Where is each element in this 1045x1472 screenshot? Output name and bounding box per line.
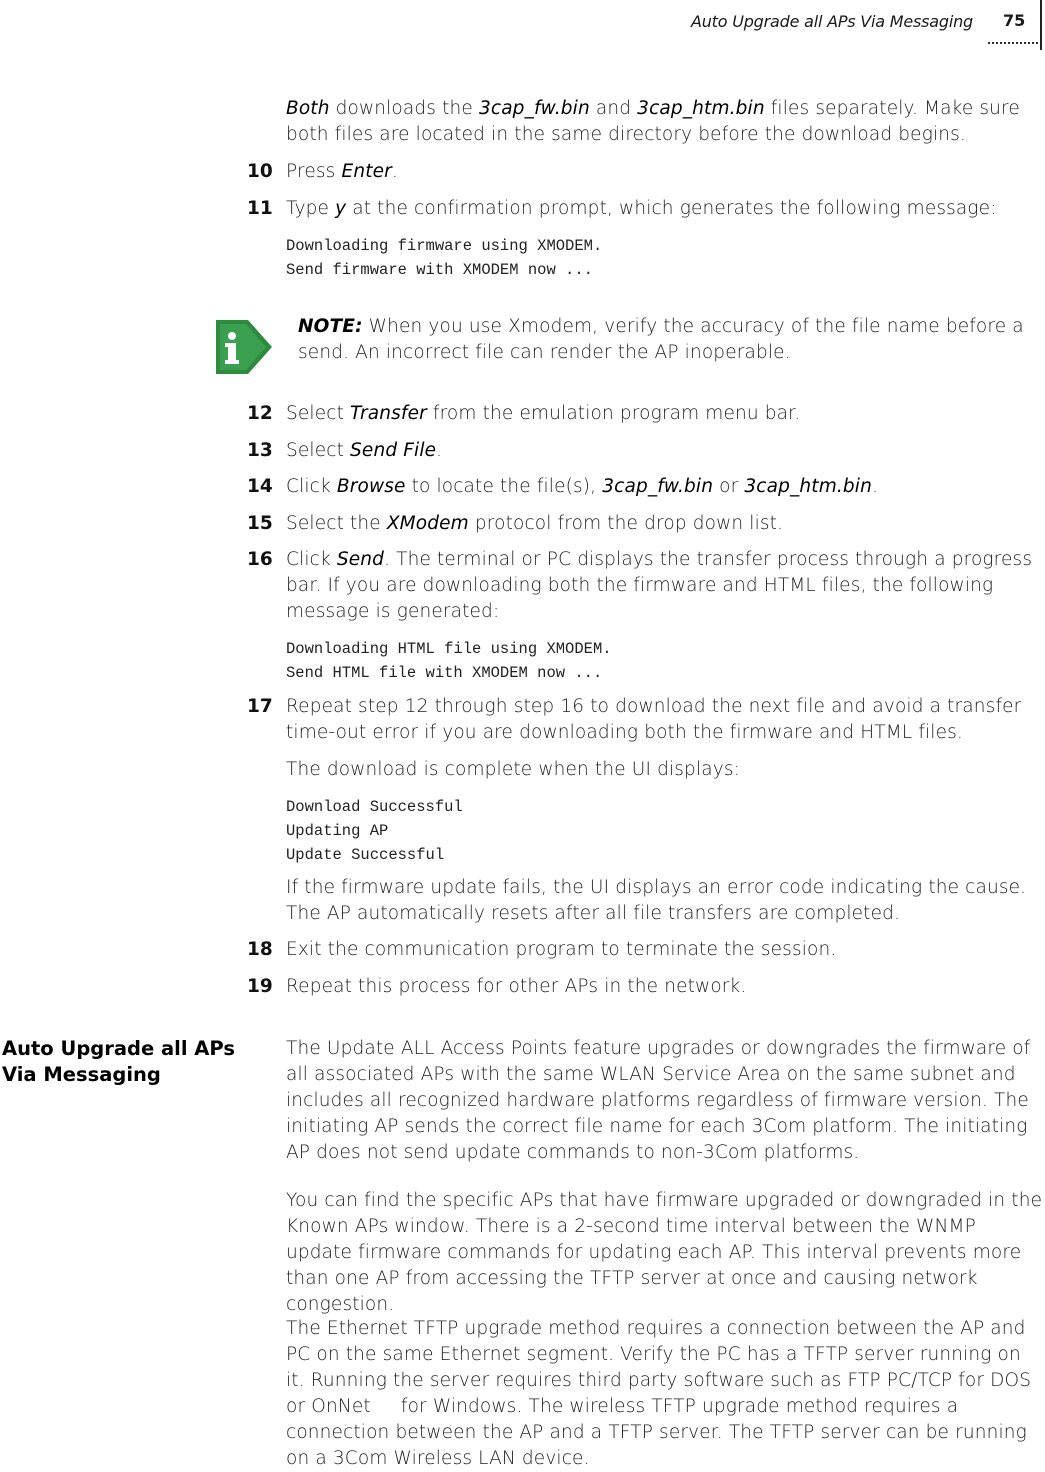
step-number: 14: [247, 476, 273, 497]
s16-em: Send: [336, 549, 385, 570]
s15-pre: Select the: [286, 513, 387, 534]
step-number: 10: [247, 161, 273, 182]
s16-post: . The terminal or PC displays the transfer process through a progress bar. If you are downloading both the firmware and HTML files, the following message is generated:: [286, 549, 1033, 622]
running-title: Auto Upgrade all APs Via Messaging: [690, 12, 973, 31]
s14-em3: 3cap_htm.bin: [744, 476, 872, 497]
s10-em: Enter: [341, 161, 392, 182]
step-17-text: Repeat step 12 through step 16 to download the next file and avoid a transfer time-out error if you are downloading both the firmware and HTML files.: [286, 696, 1022, 743]
code-line: Send firmware with XMODEM now ...: [286, 261, 593, 279]
step-19-text: Repeat this process for other APs in the network.: [286, 976, 747, 997]
section-heading: Auto Upgrade all APs Via Messaging: [2, 1037, 235, 1086]
intro-paragraph: [286, 96, 1044, 148]
s15-post: protocol from the drop down list.: [468, 513, 784, 534]
intro-text-c: files separately. Make sure both files are located in the same directory before the download begins.: [286, 98, 1020, 145]
step-number: 15: [247, 513, 273, 534]
section-paragraph-1: The Update ALL Access Points feature upgrades or downgrades the firmware of all associated APs with the same WLAN Service Area on the same subnet and includes all recognized hardware platforms regardless of firmware version. The initiating AP sends the correct file name for each 3Com platform. The initiating AP does not send update commands to non-3Com platforms.: [286, 1038, 1031, 1163]
step-17-subtext: The download is complete when the UI displays:: [286, 759, 740, 780]
s10-post: .: [391, 161, 398, 182]
s13-em: Send File: [350, 440, 437, 461]
s14-em2: 3cap_fw.bin: [602, 476, 714, 497]
s14-pre: Click: [286, 476, 337, 497]
step-13-text: [286, 438, 1044, 464]
step-17-failure-text: If the firmware update fails, the UI displays an error code indicating the cause. The AP automatically resets after all file transfers are completed.: [286, 877, 1027, 924]
step-15-text: [286, 511, 1044, 537]
intro-file-htm: 3cap_htm.bin: [637, 98, 765, 119]
code-line: Update Successful: [286, 846, 445, 864]
step-10-text: [286, 159, 1044, 185]
header-dots: [988, 42, 1038, 48]
header-rule: [1040, 0, 1042, 50]
s15-em: XModem: [386, 513, 469, 534]
code-line: Downloading HTML file using XMODEM.: [286, 640, 612, 658]
s16-pre: Click: [286, 549, 337, 570]
s14-mid: to locate the file(s),: [405, 476, 603, 497]
s11-em: y: [335, 198, 347, 219]
s11-pre: Type: [286, 198, 336, 219]
step-number: 12: [247, 403, 273, 424]
section-paragraph-2: You can find the specific APs that have firmware upgraded or downgraded in the Known APs window. There is a 2-second time interval between the WNMP update firmware commands for updating each AP. This interval prevents more than one AP from accessing the TFTP server at once and causing network congestion.: [286, 1190, 1043, 1315]
section-paragraph-3: The Ethernet TFTP upgrade method requires a connection between the AP and PC on the same Ethernet segment. Verify the PC has a TFTP server running on it. Running the server requires third party software such as FTP PC/TCP for DOS or OnNet for Windows. The wireless TFTP upgrade method requires a connection between the AP and a TFTP server. The TFTP server can be running on a 3Com Wireless LAN device.: [286, 1318, 1038, 1469]
code-line: Downloading firmware using XMODEM.: [286, 237, 603, 255]
s12-em: Transfer: [350, 403, 427, 424]
step-11-text: [286, 196, 1044, 222]
step-number: 16: [247, 549, 273, 570]
info-icon: [216, 316, 272, 376]
s10-pre: Press: [286, 161, 342, 182]
step-number: 17: [247, 696, 273, 717]
intro-text-a: downloads the: [329, 98, 479, 119]
step-number: 13: [247, 440, 273, 461]
s14-mid2: or: [713, 476, 745, 497]
s12-pre: Select: [286, 403, 351, 424]
page-number: 75: [1003, 11, 1026, 30]
s13-post: .: [436, 440, 443, 461]
note-text: [298, 314, 1038, 366]
note-body: When you use Xmodem, verify the accuracy of the file name before a send. An incorrect file can render the AP inoperable.: [298, 316, 1024, 363]
code-line: Send HTML file with XMODEM now ...: [286, 664, 603, 682]
s13-pre: Select: [286, 440, 351, 461]
intro-file-fw: 3cap_fw.bin: [478, 98, 590, 119]
step-number: 11: [247, 198, 273, 219]
code-line: Download Successful: [286, 798, 463, 816]
step-12-text: [286, 401, 1044, 427]
both-label: Both: [286, 98, 330, 119]
step-number: 18: [247, 939, 273, 960]
intro-text-b: and: [589, 98, 638, 119]
note-label: NOTE:: [298, 316, 363, 337]
step-18-text: Exit the communication program to terminate the session.: [286, 939, 837, 960]
code-line: Updating AP: [286, 822, 389, 840]
s12-post: from the emulation program menu bar.: [426, 403, 801, 424]
s14-post: .: [871, 476, 878, 497]
s11-post: at the confirmation prompt, which generates the following message:: [346, 198, 997, 219]
s14-em: Browse: [336, 476, 406, 497]
step-14-text: [286, 474, 1044, 500]
step-number: 19: [247, 976, 273, 997]
step-16-text: [286, 547, 1044, 625]
